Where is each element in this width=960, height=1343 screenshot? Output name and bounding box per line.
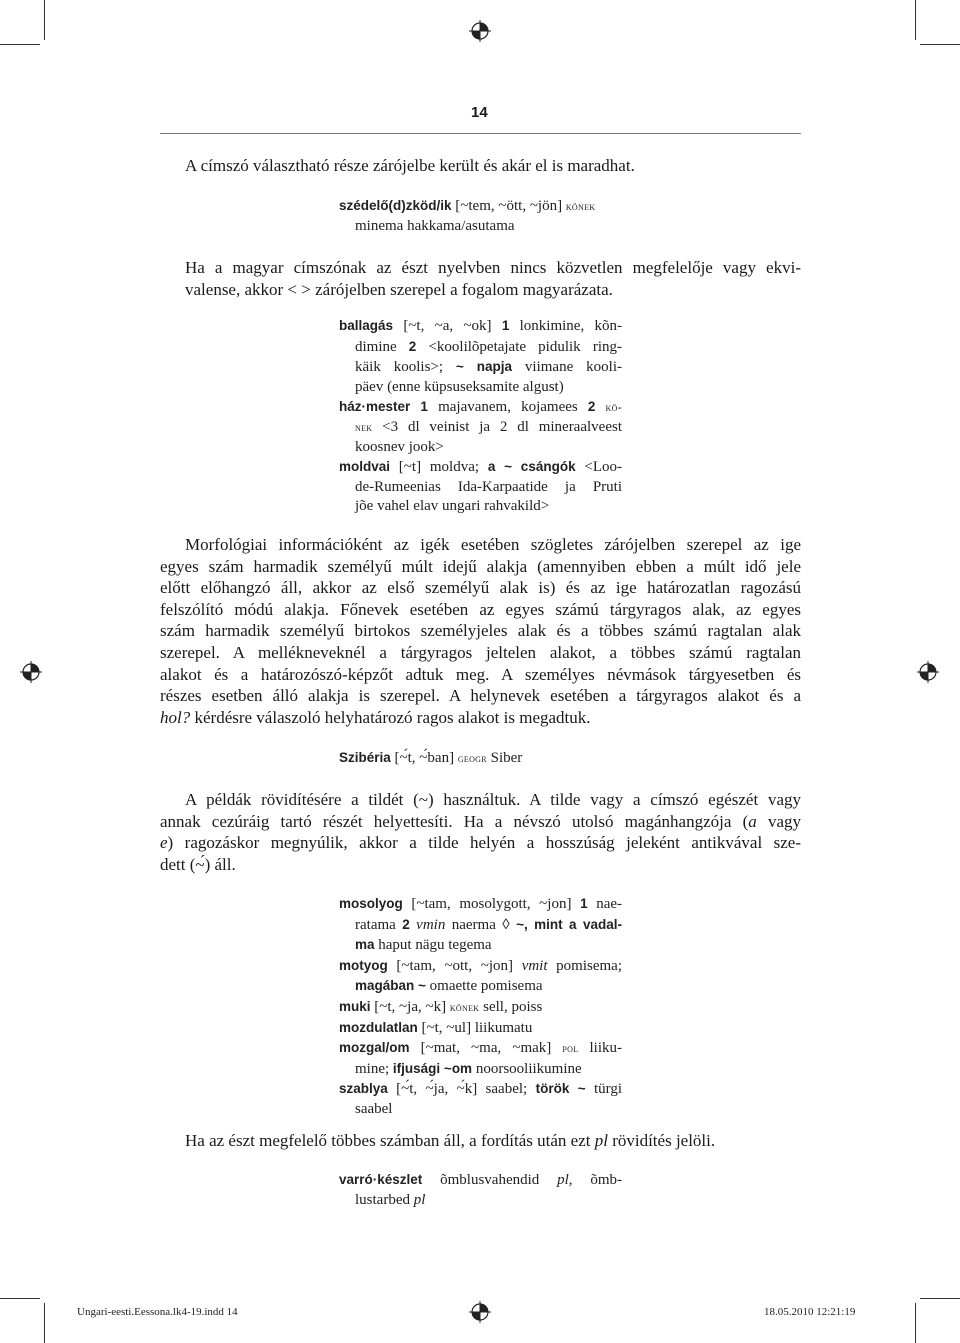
sense-number: 1	[420, 399, 428, 415]
entry-headword: szédelő(d)zköd/ik	[339, 198, 452, 213]
slug-timestamp: 18.05.2010 12:21:19	[764, 1306, 856, 1318]
paragraph-line	[160, 707, 801, 729]
style-label: pol	[562, 1041, 579, 1056]
paragraph-line: szerepel. A mellékneveknél a tárgyragos jeltelen alakot, a többes számú ragtalan	[160, 642, 801, 662]
intro-text: A címszó választható része zárójelbe került és akár el is maradhat.	[185, 156, 635, 175]
italic-word: hol?	[160, 707, 191, 727]
entry-headword: mosolyog	[339, 896, 403, 911]
entry-phrase: a ~ csángók	[487, 459, 576, 475]
style-label: nek	[355, 419, 373, 434]
entry-phrase: török ~	[535, 1081, 586, 1097]
entry-line	[339, 397, 622, 418]
slug-filename: Ungari-eesti.Eessona.lk4-19.indd 14	[77, 1306, 238, 1318]
paragraph-text: kérdésre válaszoló helyhatározó ragos alakot is megadtuk.	[190, 707, 591, 727]
entry-translation: ratama	[355, 916, 403, 933]
entry-line	[339, 418, 622, 438]
entry-phrase: ~, mint a vadal-	[516, 916, 622, 932]
entry-line	[339, 357, 622, 378]
entry-translation: , õmb-	[568, 1172, 622, 1188]
entry-headword: szablya	[339, 1081, 388, 1097]
space	[595, 399, 605, 415]
entry-forms: [~tam, mosolygott, ~jon]	[402, 896, 581, 912]
entry-line: de-Rumeenias Ida-Karpaatide ja Pruti	[355, 478, 622, 495]
entry-headword: moldvai	[339, 459, 391, 475]
paragraph-plural	[160, 1130, 801, 1152]
sense-number: 2	[402, 916, 410, 932]
intro-paragraph	[185, 155, 785, 177]
entry-translation: õmblusvahendid	[422, 1172, 558, 1188]
paragraph-line: Morfológiai információként az igék esetében szögletes zárójelben szerepel az ige	[185, 535, 801, 554]
entry-forms: [~t, ~a, ~ok]	[393, 318, 502, 334]
paragraph-line: A példák rövidítésére a tildét (~) használtuk. A tilde vagy a címszó egészét vagy	[185, 790, 801, 809]
entry-line	[339, 1191, 622, 1211]
italic-word: pl	[557, 1172, 569, 1188]
entry-headword: motyog	[339, 957, 388, 973]
entry-phrase: ifjusági ~om	[392, 1060, 473, 1076]
italic-word: a	[748, 811, 757, 831]
entry-line: päev (enne küpsuseksamite algust)	[355, 378, 564, 395]
entry-translation: haput nägu tegema	[374, 937, 492, 954]
entry-translation: mine;	[355, 1060, 393, 1077]
entry-translation: lonkimine, kõn-	[509, 318, 622, 334]
entry-translation: dimine	[355, 338, 409, 355]
paragraph-line: alakot és a határozószó-képzőt adtuk meg. A személyes névmások tárgyesetben és	[160, 664, 801, 684]
registration-mark-icon	[469, 1301, 491, 1323]
paragraph-text: Ha az észt megfelelő többes számban áll, a fordítás után ezt	[185, 1131, 595, 1150]
paragraph-morphology	[160, 534, 801, 728]
dictionary-entries-mosolyog	[339, 894, 622, 1120]
paragraph-text: annak cezúráig tartó részét helyettesíti. Ha a névszó utolsó magánhangzója (	[160, 811, 749, 831]
entry-forms: [~tam, ~ott, ~jon]	[387, 957, 522, 974]
paragraph-line: dett (~́) áll.	[160, 854, 236, 874]
paragraph-line: felszólító módú alakja. Főnevek esetében az egyes számú tárgyragos alak, az egyes	[160, 599, 801, 619]
registration-mark-icon	[917, 661, 939, 683]
entry-headword: ballagás	[339, 318, 394, 333]
sense-number: 1	[501, 318, 510, 333]
sense-number: 2	[408, 338, 417, 354]
paragraph-line: szám harmadik személyű birtokos személyjeles alak és a többes számú ragtalan alak	[160, 621, 801, 641]
crop-mark	[920, 1298, 960, 1299]
entry-line	[339, 976, 622, 997]
italic-word: pl	[413, 1191, 426, 1208]
entry-line	[339, 316, 622, 337]
paragraph-line: előtt előhangzó áll, akkor az első személyű alak is) és az ige határozatlan ragozású	[160, 578, 801, 598]
entry-translation: pomisema;	[547, 957, 622, 974]
entry-translation: naerma ◊	[445, 916, 517, 933]
entry-translation: <3 dl veinist ja 2 dl mineraalveest	[372, 418, 622, 435]
crop-mark	[44, 1303, 45, 1343]
entry-line	[339, 457, 622, 478]
entry-line: saabel	[355, 1100, 393, 1117]
entry-line	[339, 337, 622, 358]
sense-number: 2	[587, 399, 596, 415]
italic-word: e	[160, 833, 168, 853]
registration-mark-icon	[20, 661, 42, 683]
paragraph-line	[160, 832, 801, 854]
entry-line	[339, 1038, 622, 1059]
paragraph-line	[160, 811, 801, 833]
entry-line	[339, 997, 622, 1018]
entry-translation: noorsooliikumine	[472, 1060, 582, 1077]
paragraph-text: ) ragozáskor megnyúlik, akkor a tilde helyén a hosszúság jeleként antikvával sze-	[167, 833, 801, 853]
paragraph-line	[160, 1130, 801, 1152]
italic-word: vmit	[521, 957, 548, 974]
header-rule	[160, 133, 801, 134]
italic-word: pl	[594, 1131, 608, 1150]
entry-line	[339, 1079, 622, 1100]
paragraph-line: valense, akkor < > zárójelben szerepel a fogalom magyarázata.	[185, 279, 613, 299]
entry-translation: viimane kooli-	[512, 359, 622, 376]
entry-line	[339, 935, 622, 956]
dictionary-entry-sziberia	[339, 748, 622, 769]
entry-line	[339, 748, 622, 769]
entry-forms: [~́t, ~́ja, ~́k] saabel;	[387, 1081, 536, 1098]
entry-forms: [~́t, ~́ban]	[390, 750, 458, 766]
entry-line	[339, 1059, 622, 1080]
crop-mark	[915, 1303, 916, 1343]
entry-line	[339, 1170, 622, 1191]
entry-translation: minema hakkama/asutama	[355, 217, 515, 234]
entry-line	[339, 196, 622, 217]
entry-translation: käik koolis>;	[355, 359, 456, 376]
italic-word: vmin	[416, 916, 446, 933]
entry-translation: Siber	[486, 750, 523, 766]
paragraph-text: vagy	[756, 811, 801, 831]
entry-headword: mozdulatlan	[339, 1019, 418, 1035]
entry-headword: ház·mester	[339, 399, 411, 415]
entry-forms: [~tem, ~ött, ~jön]	[451, 198, 566, 214]
entry-phrase: ma	[355, 937, 375, 953]
dictionary-entry-varrokeszlet	[339, 1170, 622, 1210]
entry-line: koosnev jook>	[355, 438, 444, 455]
entry-translation: <Loo-	[575, 459, 622, 476]
entry-translation: <koolilõpetajate pidulik ring-	[416, 338, 622, 355]
style-label: könek	[449, 999, 480, 1014]
paragraph-line: részes esetben álló alakja is szerepel. A helynevek esetében a tárgyragos alakot és a	[160, 686, 801, 706]
style-label: könek	[565, 199, 596, 213]
entry-translation: sell, poiss	[479, 998, 543, 1015]
space	[410, 399, 420, 415]
entry-headword: varró·készlet	[339, 1172, 423, 1187]
entry-line	[339, 915, 622, 936]
entry-phrase: magában ~	[355, 978, 426, 994]
crop-mark	[44, 0, 45, 40]
crop-mark	[0, 44, 40, 45]
sense-number: 1	[580, 896, 588, 911]
dictionary-entry-szedelodzkodik	[339, 196, 622, 236]
entry-line	[339, 1018, 622, 1039]
style-label: geogr	[457, 751, 487, 765]
entry-translation: [~t] moldva;	[390, 459, 488, 476]
entry-translation: nae-	[587, 896, 623, 912]
entry-headword: Szibéria	[339, 750, 391, 765]
paragraph-tilde	[160, 789, 801, 875]
entry-translation: [~t, ~ul] liikumatu	[417, 1019, 533, 1036]
entry-translation: liiku-	[578, 1040, 623, 1057]
crop-mark	[915, 0, 916, 40]
entry-headword: mozgal/om	[339, 1040, 410, 1056]
entry-forms: [~mat, ~ma, ~mak]	[409, 1040, 563, 1057]
entry-translation: omaette pomisema	[425, 978, 543, 995]
entry-translation: lustarbed	[355, 1191, 414, 1208]
paragraph-line: egyes szám harmadik személyű múlt idejű alakja (amennyiben ebben a múlt idő jele	[160, 556, 801, 576]
crop-mark	[0, 1298, 40, 1299]
entry-translation: türgi	[585, 1081, 622, 1098]
dictionary-entries-ballagas	[339, 316, 622, 517]
entry-forms: [~t, ~ja, ~k]	[370, 998, 450, 1015]
paragraph-text: rövidítés jelöli.	[607, 1131, 716, 1150]
registration-mark-icon	[469, 20, 491, 42]
crop-mark	[920, 44, 960, 45]
page-number: 14	[471, 104, 488, 121]
entry-translation: majavanem, kojamees	[427, 399, 588, 416]
paragraph-explanation	[160, 257, 801, 300]
style-label: kö-	[605, 400, 622, 415]
entry-line	[339, 956, 622, 977]
entry-phrase: ~ napja	[455, 359, 513, 375]
paragraph-line: Ha a magyar címszónak az észt nyelvben nincs közvetlen megfelelője vagy ekvi-	[185, 258, 801, 277]
entry-line	[339, 894, 622, 915]
entry-line: jõe vahel elav ungari rahvakild>	[355, 498, 550, 515]
entry-headword: muki	[339, 998, 371, 1014]
